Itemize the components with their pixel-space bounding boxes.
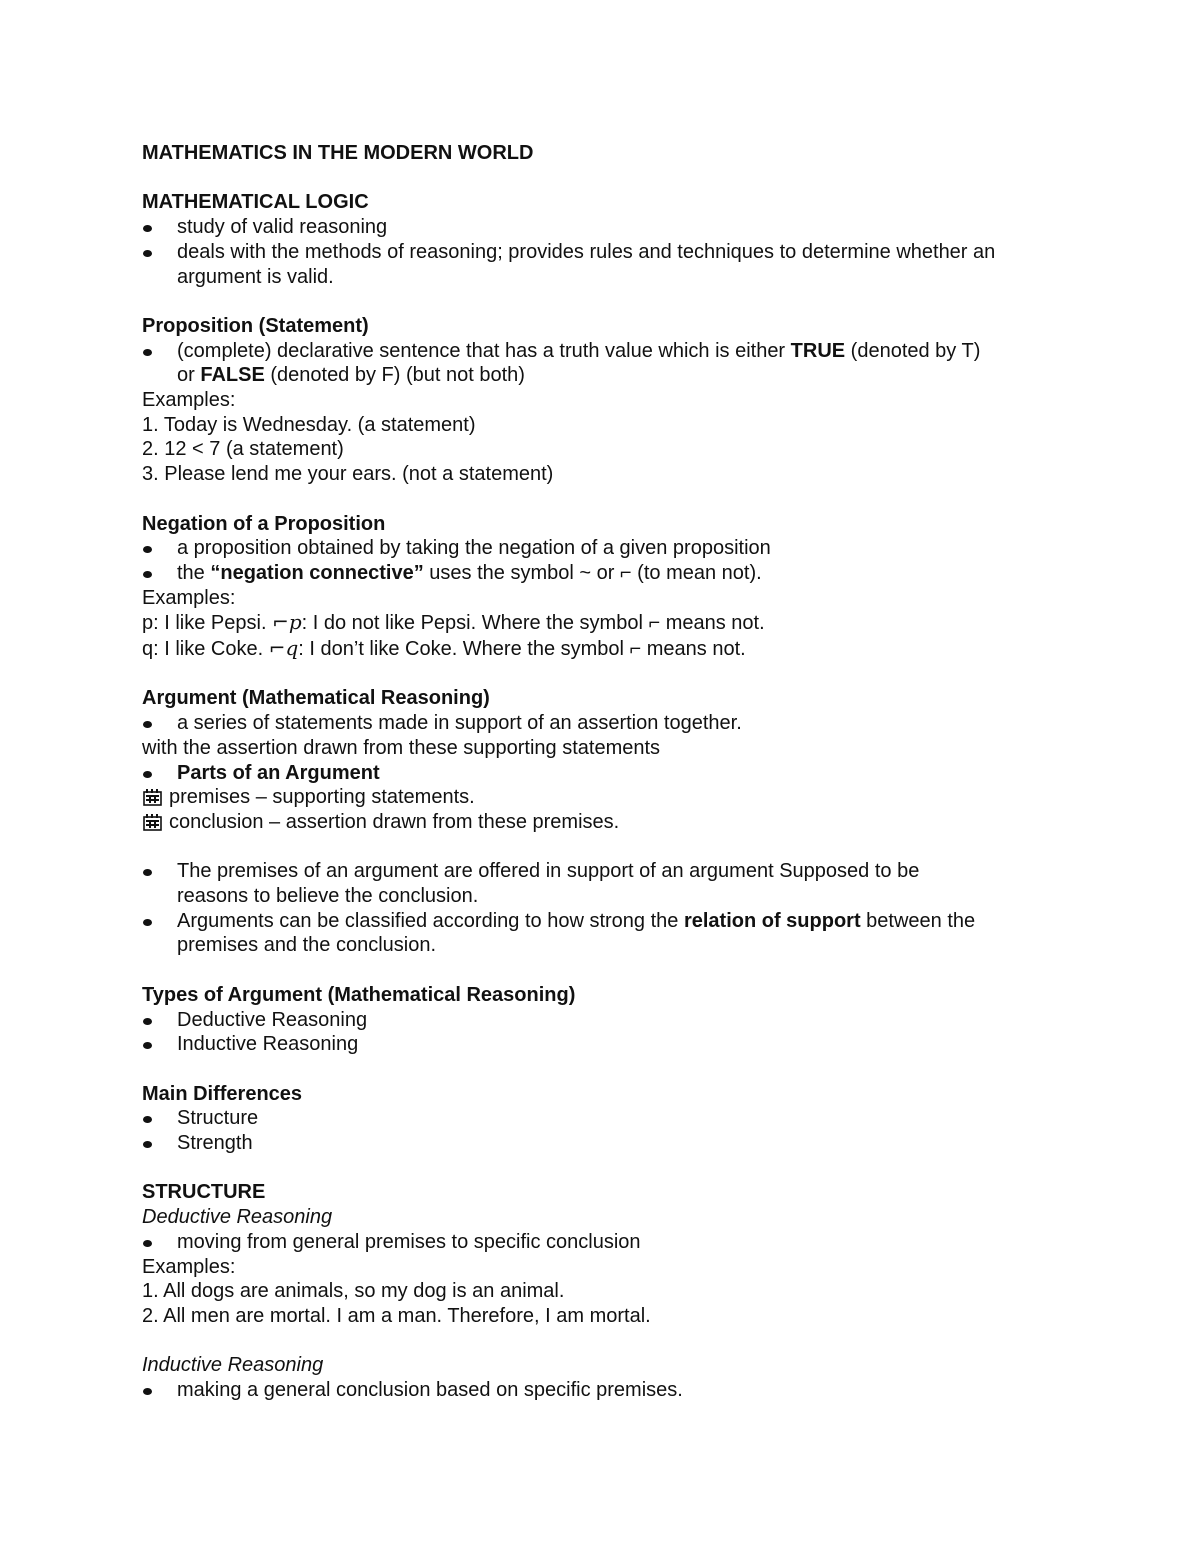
square-bullet-icon bbox=[143, 813, 163, 831]
spacer bbox=[142, 662, 1082, 687]
spacer bbox=[142, 487, 1082, 512]
list-item-text: study of valid reasoning bbox=[177, 216, 388, 239]
list-item-text: Inductive Reasoning bbox=[177, 1033, 359, 1056]
spacer bbox=[142, 835, 1082, 860]
bullet-icon bbox=[143, 721, 152, 728]
text-run: p: I like Pepsi. bbox=[142, 612, 273, 635]
negation-connective-term: “negation connective” bbox=[210, 561, 424, 584]
text-run: (denoted by T) bbox=[845, 339, 981, 362]
examples-label: Examples: bbox=[142, 389, 236, 411]
bullet-icon bbox=[143, 1018, 152, 1025]
relation-of-support-term: relation of support bbox=[683, 909, 861, 932]
example-line: 1. All dogs are animals, so my dog is an animal. bbox=[142, 1280, 565, 1303]
text-run: between the bbox=[860, 909, 976, 932]
text-run: uses the symbol ~ or ⌐ (to mean not). bbox=[423, 561, 762, 584]
list-item bbox=[142, 1378, 1082, 1403]
structure-heading: STRUCTURE bbox=[142, 1181, 266, 1204]
spacer bbox=[142, 958, 1082, 983]
list-item-text: argument is valid. bbox=[177, 265, 334, 288]
list-item bbox=[142, 711, 1082, 736]
list-item-text: making a general conclusion based on specific premises. bbox=[177, 1379, 683, 1402]
list-item-text: premises and the conclusion. bbox=[177, 934, 437, 957]
list-item bbox=[142, 215, 1082, 240]
spacer bbox=[142, 1057, 1082, 1082]
text-run: : I don’t like Coke. Where the symbol ⌐ means not. bbox=[298, 638, 746, 661]
paragraph-line: with the assertion drawn from these supporting statements bbox=[142, 736, 661, 759]
list-item-text: a proposition obtained by taking the negation of a given proposition bbox=[177, 537, 771, 560]
bullet-icon bbox=[143, 349, 152, 356]
list-item bbox=[142, 240, 1082, 289]
list-item-text bbox=[177, 363, 1082, 388]
negation-heading: Negation of a Proposition bbox=[142, 512, 386, 535]
text-run: (complete) declarative sentence that has a truth value which is either bbox=[177, 339, 791, 362]
bullet-icon bbox=[143, 869, 152, 876]
bullet-icon bbox=[143, 546, 152, 553]
example-line bbox=[142, 610, 1082, 636]
list-item bbox=[142, 1230, 1082, 1255]
list-item-text: Structure bbox=[177, 1107, 259, 1130]
list-item bbox=[142, 1008, 1082, 1033]
spacer bbox=[142, 289, 1082, 314]
deductive-subheading: Deductive Reasoning bbox=[142, 1206, 333, 1229]
sub-list-item-text: conclusion – assertion drawn from these premises. bbox=[169, 810, 620, 833]
true-keyword: TRUE bbox=[790, 339, 846, 362]
list-item-text bbox=[177, 909, 1082, 934]
sub-list-item bbox=[142, 785, 1082, 810]
examples-label: Examples: bbox=[142, 1255, 236, 1278]
list-item bbox=[142, 1131, 1082, 1156]
text-run: q: I like Coke. bbox=[142, 638, 269, 661]
bullet-icon bbox=[143, 225, 152, 232]
list-item-text: Strength bbox=[177, 1132, 253, 1155]
document-title: MATHEMATICS IN THE MODERN WORLD bbox=[142, 142, 534, 164]
example-line bbox=[142, 636, 1082, 662]
logic-heading: MATHEMATICAL LOGIC bbox=[142, 191, 369, 214]
list-item bbox=[142, 339, 1082, 388]
argument-heading: Argument (Mathematical Reasoning) bbox=[142, 687, 490, 710]
example-line: 3. Please lend me your ears. (not a statement) bbox=[142, 463, 554, 486]
inductive-subheading: Inductive Reasoning bbox=[142, 1354, 324, 1377]
text-run: Arguments can be classified according to how strong the bbox=[177, 909, 684, 932]
differences-heading: Main Differences bbox=[142, 1082, 303, 1105]
proposition-heading: Proposition (Statement) bbox=[142, 314, 369, 337]
list-item bbox=[142, 1032, 1082, 1057]
list-item bbox=[142, 561, 1082, 586]
bullet-icon bbox=[143, 1388, 152, 1395]
bullet-icon bbox=[143, 1240, 152, 1247]
text-run: : I do not like Pepsi. Where the symbol ⌐ means not. bbox=[301, 612, 765, 635]
list-item bbox=[142, 1106, 1082, 1131]
list-item bbox=[142, 909, 1082, 958]
bullet-icon bbox=[143, 1116, 152, 1123]
text-run: the bbox=[177, 561, 211, 584]
list-item-text: moving from general premises to specific conclusion bbox=[177, 1230, 641, 1253]
text-run: or bbox=[177, 364, 201, 387]
false-keyword: FALSE bbox=[200, 364, 265, 387]
example-line: 2. 12 < 7 (a statement) bbox=[142, 438, 344, 461]
examples-label: Examples: bbox=[142, 586, 236, 609]
text-run: (denoted by F) (but not both) bbox=[264, 364, 525, 387]
bullet-icon bbox=[143, 571, 152, 578]
list-item-text: The premises of an argument are offered in support of an argument Supposed to be bbox=[177, 860, 920, 883]
spacer bbox=[142, 1329, 1082, 1354]
list-item-text: reasons to believe the conclusion. bbox=[177, 885, 479, 908]
bullet-icon bbox=[143, 1042, 152, 1049]
list-item-text: Deductive Reasoning bbox=[177, 1008, 368, 1031]
sub-list-item-text: premises – supporting statements. bbox=[169, 786, 475, 809]
bullet-icon bbox=[143, 919, 152, 926]
list-item-text: Parts of an Argument bbox=[177, 761, 380, 784]
list-item bbox=[142, 761, 1082, 786]
document-body bbox=[142, 141, 1082, 1403]
sub-list-item bbox=[142, 810, 1082, 835]
list-item bbox=[142, 859, 1082, 908]
square-bullet-icon bbox=[143, 788, 163, 806]
math-symbol: ⌐p bbox=[272, 610, 302, 635]
list-item-text: a series of statements made in support of an assertion together. bbox=[177, 712, 742, 735]
bullet-icon bbox=[143, 1141, 152, 1148]
example-line: 2. All men are mortal. I am a man. Therefore, I am mortal. bbox=[142, 1304, 651, 1327]
list-item-text bbox=[177, 339, 1082, 364]
example-line: 1. Today is Wednesday. (a statement) bbox=[142, 413, 476, 436]
spacer bbox=[142, 166, 1082, 191]
math-symbol: ⌐q bbox=[268, 636, 299, 661]
list-item bbox=[142, 536, 1082, 561]
list-item-text: deals with the methods of reasoning; provides rules and techniques to determine whether an bbox=[177, 240, 996, 263]
spacer bbox=[142, 1156, 1082, 1181]
types-heading: Types of Argument (Mathematical Reasoning) bbox=[142, 983, 576, 1006]
bullet-icon bbox=[143, 771, 152, 778]
bullet-icon bbox=[143, 250, 152, 257]
